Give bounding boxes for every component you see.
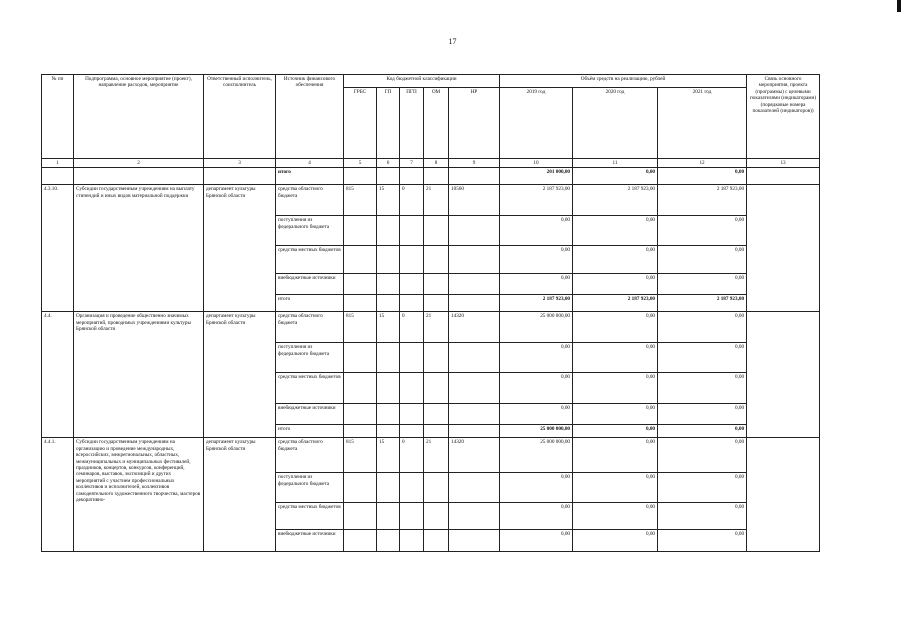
source-label: средства областного бюджета	[276, 438, 344, 473]
header-pgp: ПГП	[400, 88, 424, 159]
amount-2021: 0,00	[658, 274, 747, 295]
page-number: 17	[448, 37, 457, 46]
header-col-name: Подпрограмма, основное мероприятие (проект), направление расходов, мероприятие	[74, 75, 204, 159]
amount-2020: 2 187 923,00	[573, 185, 658, 216]
indicator-link	[747, 185, 820, 312]
code-grbs: 815	[344, 438, 377, 473]
col-index: 11	[573, 159, 658, 168]
col-index: 6	[377, 159, 400, 168]
header-gp: ГП	[377, 88, 400, 159]
amount-2019: 0,00	[500, 246, 573, 274]
amount-2019: 0,00	[500, 343, 573, 373]
amount-2021: 0,00	[658, 373, 747, 404]
header-col-code: Код бюджетной классификации	[344, 75, 500, 88]
amount-2020: 0,00	[573, 274, 658, 295]
source-label: внебюджетные источники	[276, 530, 344, 552]
amount-2020: 0,00	[573, 503, 658, 530]
code-nr: 14320	[449, 438, 500, 473]
col-index: 7	[400, 159, 424, 168]
source-label: итого	[276, 425, 344, 438]
item-executor: департамент культуры Брянской области	[204, 312, 276, 438]
source-label: поступления из федерального бюджета	[276, 216, 344, 246]
header-col-num: № пп	[42, 75, 74, 159]
amount-2021: 0,00	[658, 503, 747, 530]
col-index: 5	[344, 159, 377, 168]
header-grbs: ГРБС	[344, 88, 377, 159]
amount-2019: 0,00	[500, 530, 573, 552]
header-year-2019: 2019 год	[500, 88, 573, 159]
amount-2020: 0,00	[573, 216, 658, 246]
code-grbs: 815	[344, 185, 377, 216]
code-nr: 14320	[449, 312, 500, 343]
source-label: поступления из федерального бюджета	[276, 343, 344, 373]
amount-2021: 0,00	[658, 404, 747, 425]
amount-2019: 0,00	[500, 274, 573, 295]
code-om: 21	[424, 438, 449, 473]
amount-2020: 0,00	[573, 404, 658, 425]
source-label: средства местных бюджетов	[276, 246, 344, 274]
amount-2021: 0,00	[658, 312, 747, 343]
amount-2019: 2 187 923,00	[500, 185, 573, 216]
amount-2021: 0,00	[658, 168, 747, 185]
source-label: поступления из федерального бюджета	[276, 473, 344, 503]
col-index: 4	[276, 159, 344, 168]
amount-2019: 2 187 923,00	[500, 295, 573, 312]
header-year-2021: 2021 год	[658, 88, 747, 159]
amount-2019: 25 000 000,00	[500, 425, 573, 438]
code-pgp: 0	[400, 312, 424, 343]
source-label: внебюджетные источники	[276, 404, 344, 425]
amount-2019: 0,00	[500, 404, 573, 425]
scan-edge-mark	[897, 0, 901, 12]
amount-2019: 201 000,00	[500, 168, 573, 185]
amount-2020: 0,00	[573, 438, 658, 473]
code-grbs: 815	[344, 312, 377, 343]
code-gp: 15	[377, 438, 400, 473]
code-gp: 15	[377, 312, 400, 343]
amount-2020: 0,00	[573, 373, 658, 404]
col-index: 8	[424, 159, 449, 168]
amount-2020: 2 187 923,00	[573, 295, 658, 312]
header-nr: НР	[449, 88, 500, 159]
code-om: 21	[424, 312, 449, 343]
amount-2019: 0,00	[500, 503, 573, 530]
code-gp: 15	[377, 185, 400, 216]
item-number: 4.4.1.	[42, 438, 74, 552]
header-col-executor: Ответственный исполнитель, соисполнитель	[204, 75, 276, 159]
amount-2021: 0,00	[658, 216, 747, 246]
indicator-link	[747, 312, 820, 438]
block-row-regional	[42, 312, 820, 343]
source-label: итого	[276, 168, 344, 185]
column-index-row	[42, 159, 820, 168]
block-row-regional	[42, 185, 820, 216]
amount-2021: 2 187 923,00	[658, 295, 747, 312]
col-index: 1	[42, 159, 74, 168]
source-label: средства местных бюджетов	[276, 503, 344, 530]
header-col-volume: Объём средств на реализацию, рублей	[500, 75, 747, 88]
amount-2019: 25 000 000,00	[500, 438, 573, 473]
amount-2020: 0,00	[573, 246, 658, 274]
code-pgp: 0	[400, 438, 424, 473]
code-nr: 10560	[449, 185, 500, 216]
col-index: 10	[500, 159, 573, 168]
block-row-regional	[42, 438, 820, 473]
item-executor: департамент культуры Брянской области	[204, 185, 276, 312]
item-executor: департамент культуры Брянской области	[204, 438, 276, 552]
table-header-row	[42, 75, 820, 88]
header-col-source: Источник финансового обеспечения	[276, 75, 344, 159]
amount-2020: 0,00	[573, 530, 658, 552]
col-index: 9	[449, 159, 500, 168]
source-label: средства областного бюджета	[276, 312, 344, 343]
col-index: 3	[204, 159, 276, 168]
amount-2021: 2 187 923,00	[658, 185, 747, 216]
col-index: 12	[658, 159, 747, 168]
item-name: Субсидии государственным учреждениям на организацию и проведение международных, всероссийских, межрегиональных, областных, межмуниципальных и муниципальных фестивалей, праздников, концертов, конкурсов, конференций, семинаров, выставок, экспозиций и других мероприятий с участием профессиональных коллективов и исполнителей, коллективов самодеятельного художественного творчества, мастеров декоративно-	[74, 438, 204, 552]
amount-2021: 0,00	[658, 530, 747, 552]
budget-table	[41, 74, 820, 552]
amount-2020: 0,00	[573, 312, 658, 343]
amount-2020: 0,00	[573, 425, 658, 438]
source-label: средства местных бюджетов	[276, 373, 344, 404]
amount-2019: 0,00	[500, 216, 573, 246]
amount-2020: 0,00	[573, 168, 658, 185]
source-label: средства областного бюджета	[276, 185, 344, 216]
amount-2020: 0,00	[573, 343, 658, 373]
col-index: 13	[747, 159, 820, 168]
amount-2019: 0,00	[500, 373, 573, 404]
header-om: ОМ	[424, 88, 449, 159]
amount-2021: 0,00	[658, 473, 747, 503]
indicator-link	[747, 438, 820, 552]
code-om: 21	[424, 185, 449, 216]
amount-2019: 0,00	[500, 473, 573, 503]
col-index: 2	[74, 159, 204, 168]
amount-2021: 0,00	[658, 438, 747, 473]
top-total-row	[42, 168, 820, 185]
source-label: внебюджетные источники	[276, 274, 344, 295]
amount-2021: 0,00	[658, 425, 747, 438]
header-col-link: Связь основного мероприятия, проекта (программы) с целевыми показателями (индикаторами) (порядковые номера показателей (индикаторов))	[747, 75, 820, 159]
amount-2021: 0,00	[658, 246, 747, 274]
item-name: Субсидии государственным учреждениям на выплату стипендий и иных видов материальной поддержки	[74, 185, 204, 312]
amount-2020: 0,00	[573, 473, 658, 503]
item-name: Организация и проведение общественно значимых мероприятий, проводимых учреждениями культуры Брянской области	[74, 312, 204, 438]
item-number: 4.3.10.	[42, 185, 74, 312]
source-label: итого	[276, 295, 344, 312]
amount-2019: 25 000 000,00	[500, 312, 573, 343]
amount-2021: 0,00	[658, 343, 747, 373]
item-number: 4.4.	[42, 312, 74, 438]
header-year-2020: 2020 год	[573, 88, 658, 159]
code-pgp: 0	[400, 185, 424, 216]
